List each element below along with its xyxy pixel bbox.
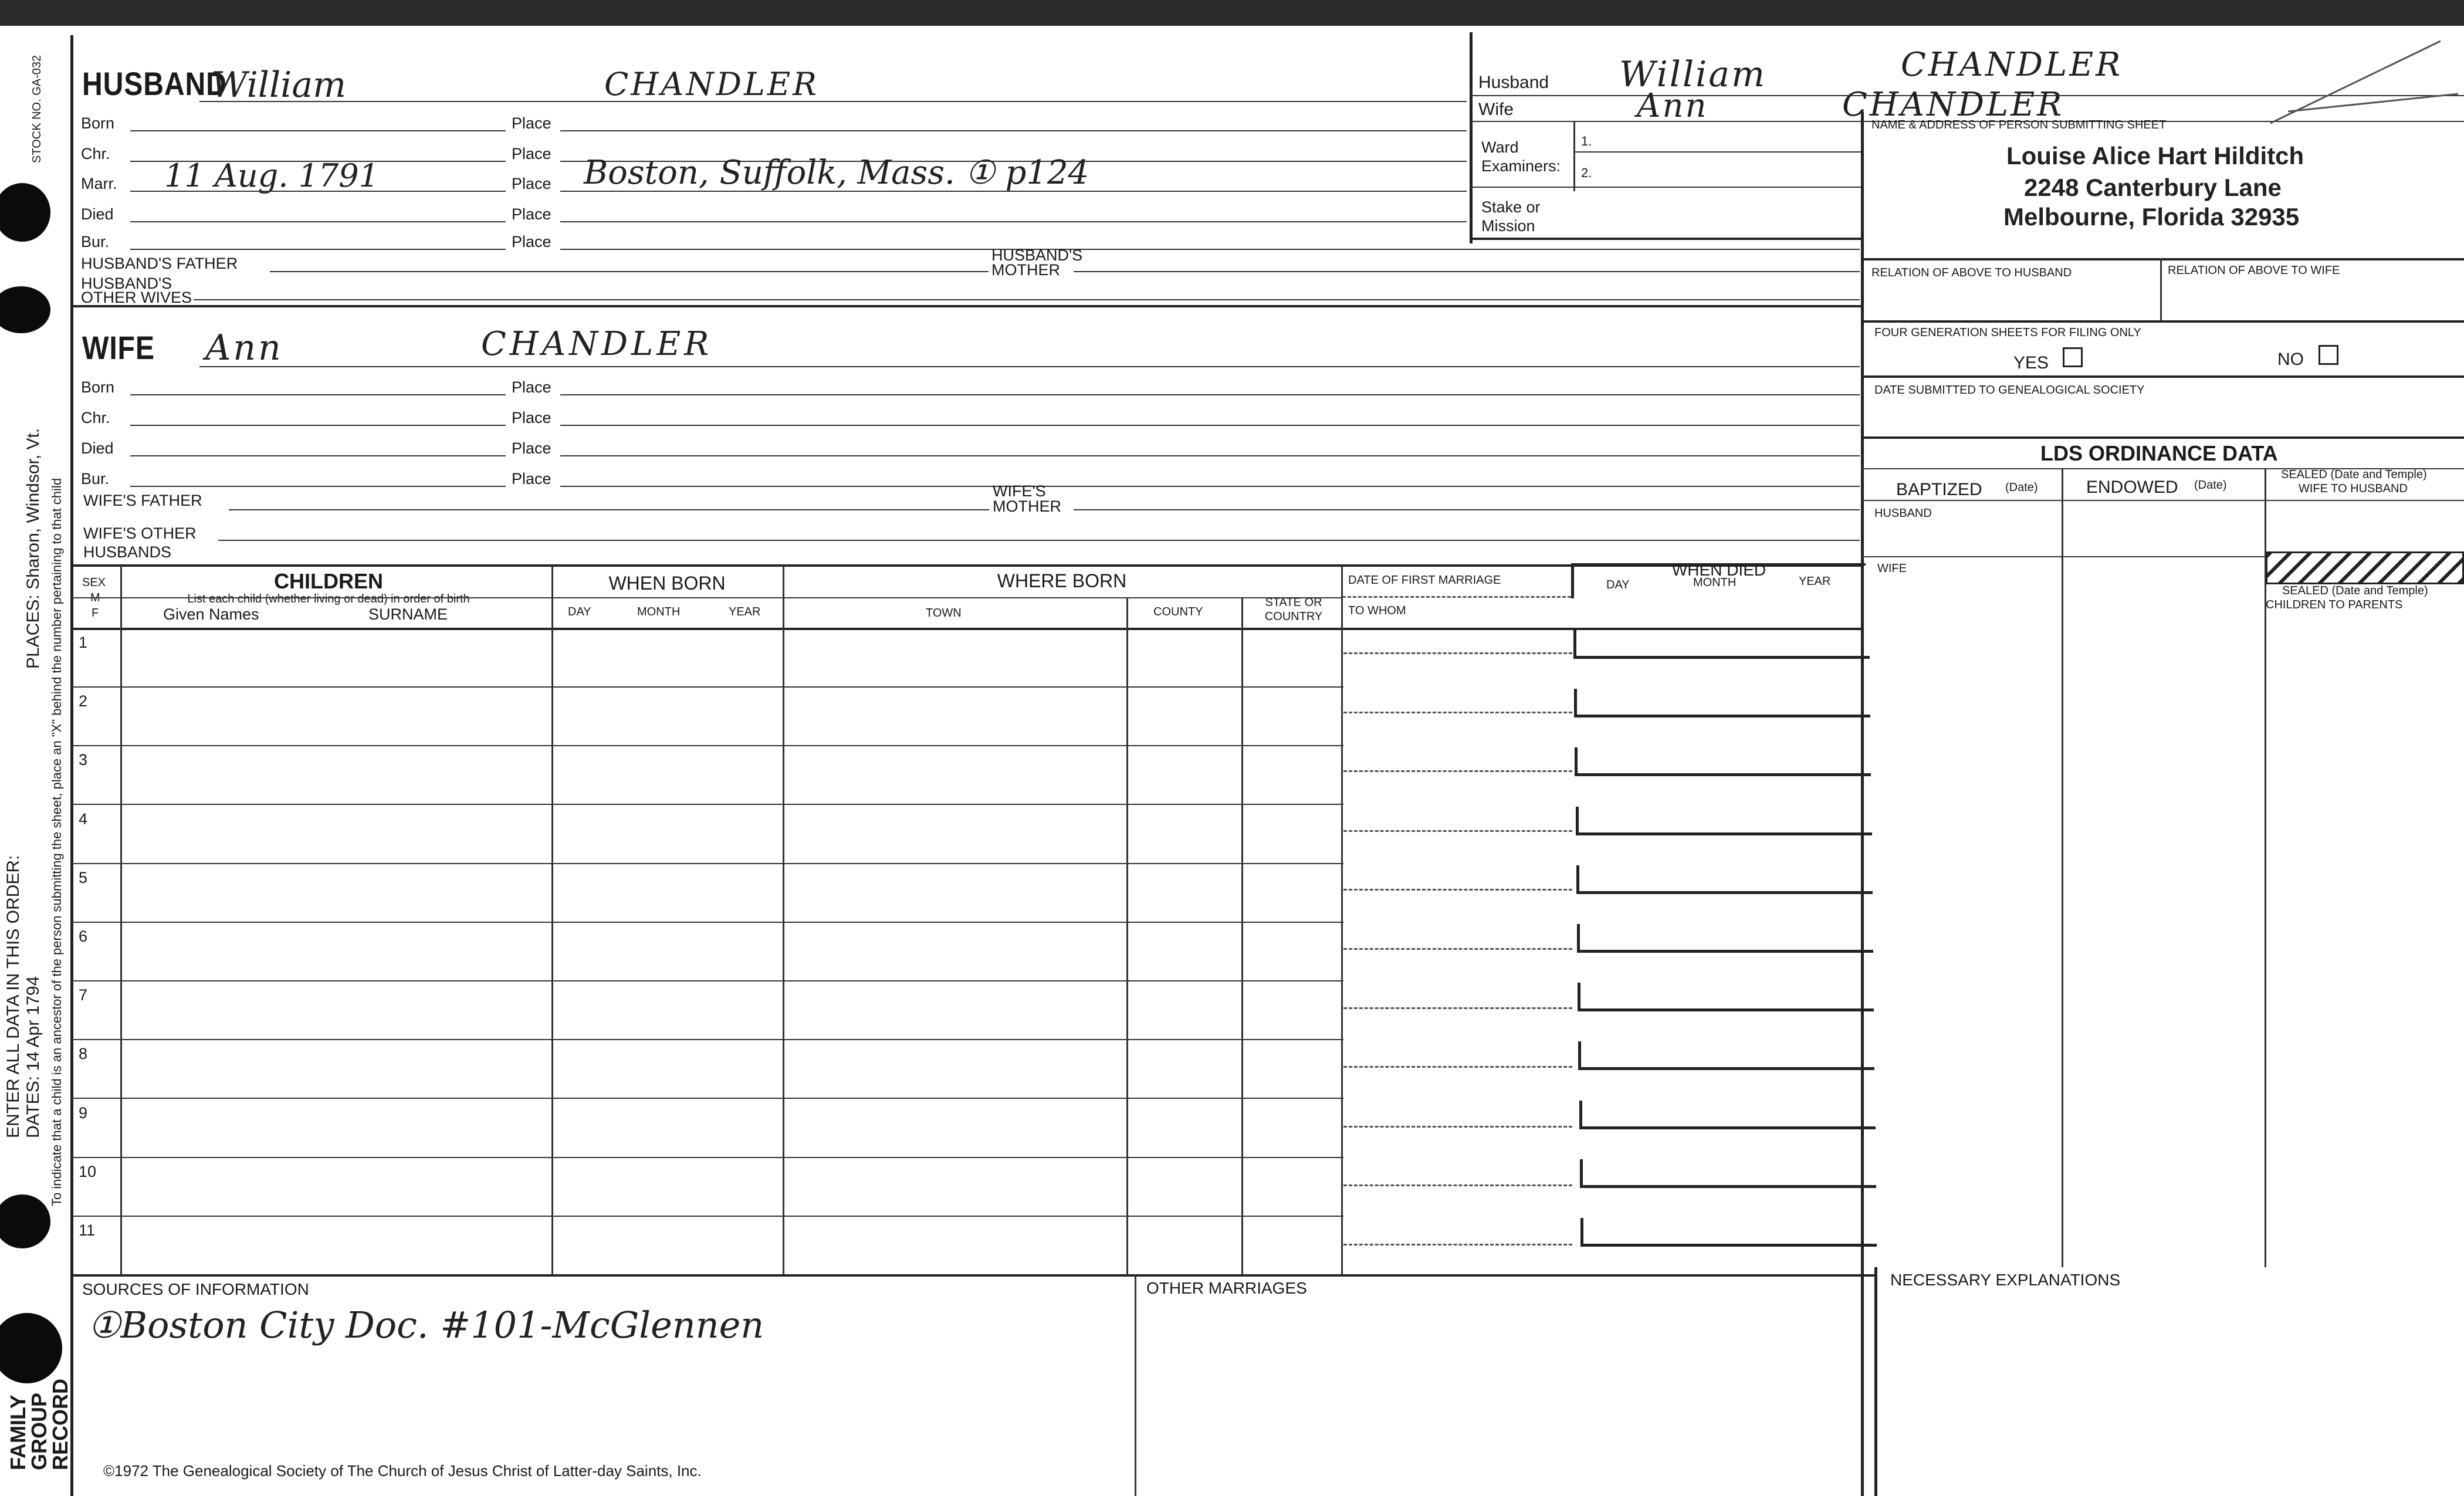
col-line-state bbox=[1341, 566, 1343, 1276]
child-marriage-dash bbox=[1343, 830, 1572, 832]
lds-baptized-date: (Date) bbox=[2005, 481, 2038, 494]
child-died-box[interactable] bbox=[1575, 747, 1871, 776]
submitter-bottom bbox=[1861, 258, 2464, 260]
husband-died-label: Died bbox=[81, 205, 114, 223]
husband-marr-place-line bbox=[560, 191, 1467, 192]
child-marriage-dash bbox=[1343, 712, 1572, 713]
relation-husband-label: RELATION OF ABOVE TO HUSBAND bbox=[1871, 266, 2072, 279]
pen-stroke bbox=[2265, 35, 2464, 129]
wife-heading: WIFE bbox=[82, 329, 155, 366]
husband-chr-place-label: Place bbox=[512, 145, 551, 163]
col-born-year: YEAR bbox=[729, 605, 761, 618]
child-row-line bbox=[70, 804, 1343, 805]
wifes-father-line bbox=[229, 509, 989, 510]
lds-husband: HUSBAND bbox=[1874, 507, 1932, 520]
husband-bur-place-line bbox=[560, 249, 1860, 250]
lds-endowed-date: (Date) bbox=[2194, 479, 2227, 492]
stock-number: STOCK NO. GA-032 bbox=[31, 55, 43, 163]
wifes-other-husbands-line bbox=[218, 540, 1860, 541]
col-line-children bbox=[551, 566, 553, 1276]
child-row-number: 11 bbox=[79, 1221, 96, 1239]
husband-marr-line bbox=[130, 191, 506, 192]
yes-checkbox[interactable] bbox=[2063, 347, 2083, 367]
child-row-line bbox=[70, 1157, 1343, 1158]
child-row-number: 7 bbox=[79, 986, 88, 1004]
copyright: ©1972 The Genealogical Society of The Church of Jesus Christ of Latter-day Saints, Inc. bbox=[103, 1462, 702, 1480]
col-county: COUNTY bbox=[1153, 605, 1203, 618]
husband-bur-label: Bur. bbox=[81, 233, 110, 251]
husband-given-name[interactable]: William bbox=[211, 65, 347, 106]
child-row-number: 3 bbox=[79, 751, 88, 769]
no-checkbox[interactable] bbox=[2319, 345, 2338, 365]
lds-endowed: ENDOWED bbox=[2086, 478, 2178, 497]
husband-born-place-line bbox=[560, 130, 1467, 131]
child-died-box[interactable] bbox=[1574, 689, 1870, 717]
children-bottom bbox=[70, 1274, 1877, 1277]
examiner-1: 1. bbox=[1581, 134, 1592, 148]
child-marriage-dash bbox=[1343, 652, 1572, 654]
child-died-box[interactable] bbox=[1578, 983, 1874, 1011]
child-row-number: 6 bbox=[79, 928, 88, 945]
wife-chr-line bbox=[130, 425, 506, 426]
lds-hatched-cell bbox=[2266, 551, 2464, 584]
col-died-month: MONTH bbox=[1693, 576, 1737, 589]
husband-died-line bbox=[130, 221, 506, 222]
husband-born-place-label: Place bbox=[512, 114, 551, 132]
col-children-note: List each child (whether living or dead) in order of birth bbox=[187, 593, 470, 605]
wife-surname[interactable]: CHANDLER bbox=[481, 325, 713, 363]
husbands-other-wives-line bbox=[194, 299, 1860, 300]
child-marriage-dash bbox=[1343, 1244, 1572, 1245]
child-row-number: 1 bbox=[79, 634, 88, 651]
wife-born-place-line bbox=[560, 394, 1860, 395]
side-record: RECORD bbox=[48, 1378, 72, 1470]
wife-bur-place-label: Place bbox=[512, 470, 551, 488]
child-died-box[interactable] bbox=[1573, 630, 1870, 659]
child-died-box[interactable] bbox=[1580, 1218, 1877, 1247]
summary-bottom bbox=[1470, 238, 1861, 240]
side-family: FAMILY bbox=[6, 1395, 30, 1470]
col-died-day: DAY bbox=[1606, 578, 1630, 591]
child-row-line bbox=[70, 1039, 1343, 1040]
died-box-left bbox=[1571, 563, 1574, 598]
side-dates: DATES: 14 Apr 1794 bbox=[23, 976, 43, 1138]
wifes-other-husbands-label-1: WIFE'S OTHER bbox=[83, 524, 197, 542]
col-line-born bbox=[783, 566, 784, 1276]
necessary-label: NECESSARY EXPLANATIONS bbox=[1890, 1271, 2121, 1289]
wife-died-place-line bbox=[560, 455, 1860, 456]
col-surname: SURNAME bbox=[368, 605, 448, 623]
lds-col-2 bbox=[2265, 468, 2266, 1267]
other-marriages-label: OTHER MARRIAGES bbox=[1146, 1279, 1307, 1297]
child-died-box[interactable] bbox=[1578, 1041, 1874, 1070]
lds-header-line bbox=[1861, 500, 2464, 501]
child-row-number: 4 bbox=[79, 810, 88, 828]
wifes-mother-line bbox=[1074, 509, 1860, 510]
child-row-line bbox=[70, 1098, 1343, 1099]
child-marriage-dash bbox=[1343, 1184, 1572, 1186]
right-panel-border-2 bbox=[1874, 1267, 1877, 1496]
col-state-1: STATE OR bbox=[1265, 596, 1322, 609]
wifes-mother-label-1: WIFE'S bbox=[993, 482, 1046, 500]
wifes-other-husbands-label-2: HUSBANDS bbox=[83, 543, 172, 561]
col-to-whom: TO WHOM bbox=[1348, 604, 1406, 617]
child-marriage-dash bbox=[1343, 1066, 1572, 1068]
right-panel-border bbox=[1861, 111, 1864, 1496]
col-born-month: MONTH bbox=[637, 605, 681, 618]
relation-divider bbox=[2160, 258, 2162, 320]
husband-heading: HUSBAND bbox=[82, 65, 227, 102]
col-children: CHILDREN bbox=[274, 569, 383, 593]
child-marriage-dash bbox=[1343, 948, 1572, 950]
child-died-box[interactable] bbox=[1579, 1101, 1876, 1129]
col-town: TOWN bbox=[926, 607, 962, 620]
col-line-sex bbox=[120, 566, 122, 1276]
wife-chr-place-line bbox=[560, 425, 1860, 426]
child-marriage-dash bbox=[1343, 1007, 1572, 1009]
col-when-died: WHEN DIED bbox=[1671, 561, 1766, 579]
lds-title: LDS ORDINANCE DATA bbox=[2040, 441, 2278, 465]
col-died-year: YEAR bbox=[1799, 575, 1831, 588]
summary-wife-given[interactable]: Ann bbox=[1637, 87, 1708, 125]
relation-wife-label: RELATION OF ABOVE TO WIFE bbox=[2168, 264, 2340, 277]
sources-divider bbox=[1135, 1274, 1136, 1496]
date-submitted-label: DATE SUBMITTED TO GENEALOGICAL SOCIETY bbox=[1874, 384, 2145, 397]
examiners-divider bbox=[1573, 121, 1575, 191]
examiner-2-line bbox=[1470, 187, 1861, 188]
col-where-born: WHERE BORN bbox=[997, 570, 1127, 591]
col-sex-f: F bbox=[92, 607, 99, 620]
punch-hole-3 bbox=[0, 1194, 50, 1248]
husband-bur-line bbox=[130, 249, 506, 250]
first-marriage-dash bbox=[1342, 596, 1571, 598]
wife-name-line bbox=[199, 366, 1860, 367]
child-row-line bbox=[70, 863, 1343, 864]
child-marriage-dash bbox=[1343, 1126, 1572, 1128]
summary-left-border bbox=[1470, 32, 1473, 243]
col-when-born: WHEN BORN bbox=[608, 573, 726, 594]
lds-baptized: BAPTIZED bbox=[1896, 480, 1982, 499]
child-row-line bbox=[70, 922, 1343, 923]
summary-wife-surname[interactable]: CHANDLER bbox=[1842, 86, 2064, 124]
husband-marr-place[interactable]: Boston, Suffolk, Mass. ① p124 bbox=[584, 154, 1089, 192]
lds-sealed-children-2: CHILDREN TO PARENTS bbox=[2266, 598, 2403, 611]
husband-bur-place-label: Place bbox=[512, 233, 551, 251]
wife-died-label: Died bbox=[81, 439, 114, 457]
col-sex-m: M bbox=[90, 591, 100, 604]
stake-label-1: Stake or bbox=[1481, 198, 1541, 216]
col-line-town bbox=[1126, 597, 1128, 1276]
yes-label: YES bbox=[2013, 353, 2049, 373]
husband-marr-label: Marr. bbox=[81, 175, 117, 192]
child-row-number: 9 bbox=[79, 1104, 88, 1122]
col-state-2: COUNTRY bbox=[1264, 610, 1323, 623]
child-marriage-dash bbox=[1343, 770, 1572, 772]
summary-wife-label: Wife bbox=[1478, 100, 1514, 119]
side-group: GROUP bbox=[27, 1392, 51, 1470]
summary-husband-label: Husband bbox=[1478, 73, 1549, 92]
wife-bur-place-line bbox=[560, 486, 1860, 487]
summary-husband-given[interactable]: William bbox=[1619, 54, 1767, 95]
husbands-father-line bbox=[270, 271, 989, 272]
husbands-other-wives-label-1: HUSBAND'S bbox=[81, 275, 172, 292]
child-row-number: 5 bbox=[79, 869, 88, 886]
wife-given-name[interactable]: Ann bbox=[205, 327, 283, 368]
scan-top-edge bbox=[0, 0, 2464, 26]
husbands-father-label: HUSBAND'S FATHER bbox=[81, 255, 238, 272]
punch-hole-2 bbox=[0, 286, 50, 333]
child-died-box[interactable] bbox=[1577, 924, 1873, 953]
ward-label: Ward bbox=[1481, 138, 1519, 156]
sources-label: SOURCES OF INFORMATION bbox=[82, 1280, 309, 1298]
punch-hole-1 bbox=[0, 183, 50, 242]
form-left-border bbox=[70, 35, 73, 1496]
child-row-line bbox=[70, 745, 1343, 746]
wife-died-place-label: Place bbox=[512, 439, 551, 457]
husbands-mother-line bbox=[1074, 271, 1860, 272]
wifes-father-label: WIFE'S FATHER bbox=[83, 492, 202, 509]
side-indicate-note: To indicate that a child is an ancestor of the person submitting the sheet, place an "X" behind the number pertaining to that child bbox=[49, 478, 64, 1206]
col-given-names: Given Names bbox=[163, 605, 259, 623]
child-row-number: 2 bbox=[79, 692, 88, 710]
child-row-line bbox=[70, 980, 1343, 981]
husband-died-place-line bbox=[560, 221, 1467, 222]
side-enter: ENTER ALL DATA IN THIS ORDER: bbox=[4, 855, 23, 1138]
wife-born-line bbox=[130, 394, 506, 395]
side-places: PLACES: Sharon, Windsor, Vt. bbox=[23, 428, 43, 669]
relation-bottom bbox=[1861, 320, 2464, 323]
husband-section-bottom bbox=[70, 305, 1861, 307]
submitter-city[interactable]: Melbourne, Florida 32935 bbox=[2003, 203, 2300, 231]
wife-born-label: Born bbox=[81, 378, 115, 396]
child-row-line bbox=[70, 686, 1343, 688]
four-gen-label: FOUR GENERATION SHEETS FOR FILING ONLY bbox=[1874, 326, 2141, 339]
submitter-street[interactable]: 2248 Canterbury Lane bbox=[2024, 174, 2282, 201]
stake-label-2: Mission bbox=[1481, 217, 1535, 235]
no-label: NO bbox=[2277, 350, 2304, 369]
children-subheader-line bbox=[70, 597, 1342, 598]
child-died-box[interactable] bbox=[1576, 865, 1873, 894]
husband-born-line bbox=[130, 130, 506, 131]
col-first-marriage: DATE OF FIRST MARRIAGE bbox=[1348, 574, 1501, 587]
wife-chr-place-label: Place bbox=[512, 409, 551, 427]
examiner-1-line bbox=[1573, 151, 1861, 153]
child-died-box[interactable] bbox=[1576, 807, 1872, 835]
four-gen-bottom bbox=[1861, 375, 2464, 378]
husband-surname[interactable]: CHANDLER bbox=[604, 66, 819, 103]
lds-wife: WIFE bbox=[1877, 562, 1907, 575]
col-line-county bbox=[1241, 597, 1243, 1276]
husband-chr-label: Chr. bbox=[81, 145, 110, 163]
examiners-label: Examiners: bbox=[1481, 157, 1561, 175]
lds-sealed-1: SEALED (Date and Temple) bbox=[2281, 468, 2427, 481]
col-sex: SEX bbox=[82, 576, 106, 589]
submitter-name[interactable]: Louise Alice Hart Hilditch bbox=[2006, 142, 2304, 170]
husbands-other-wives-label-2: OTHER WIVES bbox=[81, 289, 192, 306]
husband-born-label: Born bbox=[81, 114, 115, 132]
child-marriage-dash bbox=[1343, 889, 1572, 891]
husband-name-line bbox=[199, 101, 1467, 102]
lds-sealed-2: WIFE TO HUSBAND bbox=[2299, 482, 2408, 495]
wife-chr-label: Chr. bbox=[81, 409, 110, 427]
summary-husband-surname[interactable]: CHANDLER bbox=[1901, 46, 2123, 84]
examiner-2: 2. bbox=[1581, 165, 1592, 180]
husband-marr-place-label: Place bbox=[512, 175, 551, 192]
died-box-top bbox=[1572, 563, 1866, 566]
wife-died-line bbox=[130, 455, 506, 456]
wife-bur-line bbox=[130, 486, 506, 487]
husband-died-place-label: Place bbox=[512, 205, 551, 223]
child-row-number: 8 bbox=[79, 1045, 88, 1062]
husband-marr-date[interactable]: 11 Aug. 1791 bbox=[164, 157, 379, 194]
wife-bur-label: Bur. bbox=[81, 470, 110, 488]
lds-col-1 bbox=[2062, 468, 2063, 1267]
submitter-label: NAME & ADDRESS OF PERSON SUBMITTING SHEET bbox=[1871, 119, 2167, 131]
lds-sealed-children-1: SEALED (Date and Temple) bbox=[2282, 584, 2428, 597]
col-born-day: DAY bbox=[568, 605, 591, 618]
sources-text[interactable]: ①Boston City Doc. #101-McGlennen bbox=[88, 1304, 764, 1346]
child-row-number: 10 bbox=[79, 1163, 97, 1180]
wife-born-place-label: Place bbox=[512, 378, 551, 396]
child-row-line bbox=[70, 1216, 1343, 1217]
wifes-mother-label-2: MOTHER bbox=[993, 497, 1061, 515]
child-died-box[interactable] bbox=[1580, 1159, 1876, 1188]
husbands-mother-label-1: HUSBAND'S bbox=[991, 246, 1083, 264]
date-submitted-bottom bbox=[1861, 436, 2464, 439]
punch-hole-4 bbox=[0, 1313, 62, 1383]
husbands-mother-label-2: MOTHER bbox=[991, 261, 1060, 279]
